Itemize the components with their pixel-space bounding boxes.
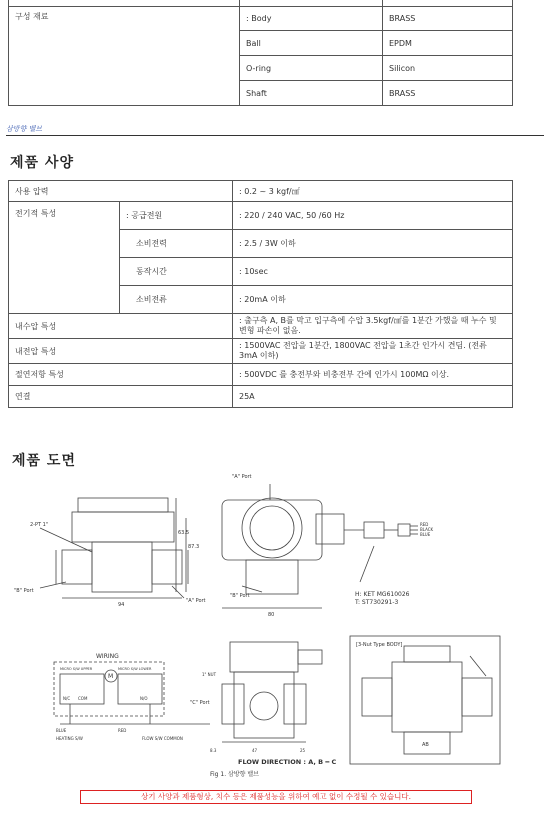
label-dim-635: 63.5 (178, 530, 190, 536)
material-value: EPDM (383, 31, 513, 56)
label-ab: AB (422, 742, 429, 748)
label-dim-80: 80 (268, 612, 275, 618)
label-black: BLACK (420, 527, 434, 532)
label-dim-47: 47 (252, 748, 258, 753)
label-dim-25: 25 (300, 748, 306, 753)
label-nut: 1" NUT (202, 672, 217, 677)
spec-value: : 1500VAC 전압을 1분간, 1800VAC 전압을 1초간 인가시 견딤. (전류 3mA 이하) (233, 339, 513, 364)
label-flow-sw: FLOW S/W COMMON (142, 736, 183, 741)
label-heating-sw: HEATING S/W (56, 736, 83, 741)
spec-sublabel: 동작시간 (120, 258, 233, 286)
spec-title: 제품 사양 (10, 155, 74, 171)
spec-value: : 500VDC 를 충전부와 비충전부 간에 인가시 100MΩ 이상. (233, 364, 513, 386)
section-link[interactable]: 삼방향 밸브 (6, 125, 43, 133)
label-port-c: "C" Port (190, 700, 210, 706)
material-part: O-ring (240, 56, 383, 81)
spec-sublabel: : 공급전원 (120, 202, 233, 230)
material-part: : Body (240, 7, 383, 31)
material-table (8, 0, 513, 106)
label-no: N/O (140, 696, 148, 701)
material-part: Shaft (240, 81, 383, 106)
label-flow-direction: FLOW DIRECTION : A, B ━ C (238, 758, 337, 766)
label-wiring: WIRING (96, 653, 119, 660)
valve-section-view (222, 642, 322, 742)
label-connector-t: T: ST730291-3 (355, 599, 399, 606)
label-blue: BLUE (420, 532, 431, 537)
wiring-diagram (54, 662, 210, 724)
label-switch-lower: MICRO S/W LOWER (118, 667, 152, 671)
label-dim-873: 87.3 (188, 544, 200, 550)
label-port-b-left: "B" Port (14, 588, 34, 594)
label-red-wire: RED (118, 728, 127, 733)
label-blue-wire: BLUE (56, 728, 67, 733)
spec-value: : 20mA 이하 (233, 286, 513, 314)
label-nc: N/C (63, 696, 71, 701)
spec-sublabel: 소비전류 (120, 286, 233, 314)
label-port-a-top: "A" Port (232, 474, 252, 480)
spec-label: 사용 압력 (9, 181, 233, 202)
material-part: Ball (240, 31, 383, 56)
label-com: COM (78, 696, 88, 701)
material-value: Silicon (383, 56, 513, 81)
spec-value: : 출구측 A, B를 막고 입구측에 수압 3.5kgf/㎠를 1분간 가했을 때 누수 및 변형 파손이 없음. (233, 314, 513, 339)
label-motor: M (108, 673, 114, 680)
spec-label: 전기적 특성 (9, 202, 120, 314)
label-dim-94: 94 (118, 602, 125, 608)
spec-value: 25A (233, 386, 513, 408)
spec-value: : 10sec (233, 258, 513, 286)
label-port-b-mid: "B" Port (230, 593, 250, 599)
label-dim-83: 8.3 (210, 748, 217, 753)
technical-drawing (0, 470, 550, 790)
divider (6, 135, 544, 136)
connector-drawing (344, 522, 418, 582)
drawing-title: 제품 도면 (12, 453, 76, 469)
label-red: RED (420, 522, 429, 527)
spec-label: 연결 (9, 386, 233, 408)
label-connector-h: H: KET MG610026 (355, 591, 410, 598)
footer-note: 상기 사양과 제품형상, 치수 등은 제품성능을 위하여 예고 없이 수정될 수 있습니다. (80, 790, 472, 804)
material-value: BRASS (383, 7, 513, 31)
material-label: 구성 재료 (9, 7, 240, 106)
label-pipe-thread: 2-PT 1" (30, 522, 49, 528)
spec-label: 절연저항 특성 (9, 364, 233, 386)
spec-value: : 0.2 ~ 3 kgf/㎠ (233, 181, 513, 202)
spec-label: 내수압 특성 (9, 314, 233, 339)
spec-value: : 220 / 240 VAC, 50 /60 Hz (233, 202, 513, 230)
label-switch-upper: MICRO S/W UPPER (60, 667, 93, 671)
material-value: BRASS (383, 81, 513, 106)
label-port-a-left: "A" Port (186, 598, 206, 604)
valve-side-view (40, 498, 188, 598)
label-three-nut: [3-Nut Type BODY] (356, 642, 403, 648)
spec-table (8, 180, 513, 408)
valve-top-view (222, 484, 344, 608)
figure-caption: Fig 1. 삼방향 밸브 (210, 771, 259, 778)
spec-value: : 2.5 / 3W 이하 (233, 230, 513, 258)
spec-label: 내전압 특성 (9, 339, 233, 364)
spec-sublabel: 소비전력 (120, 230, 233, 258)
